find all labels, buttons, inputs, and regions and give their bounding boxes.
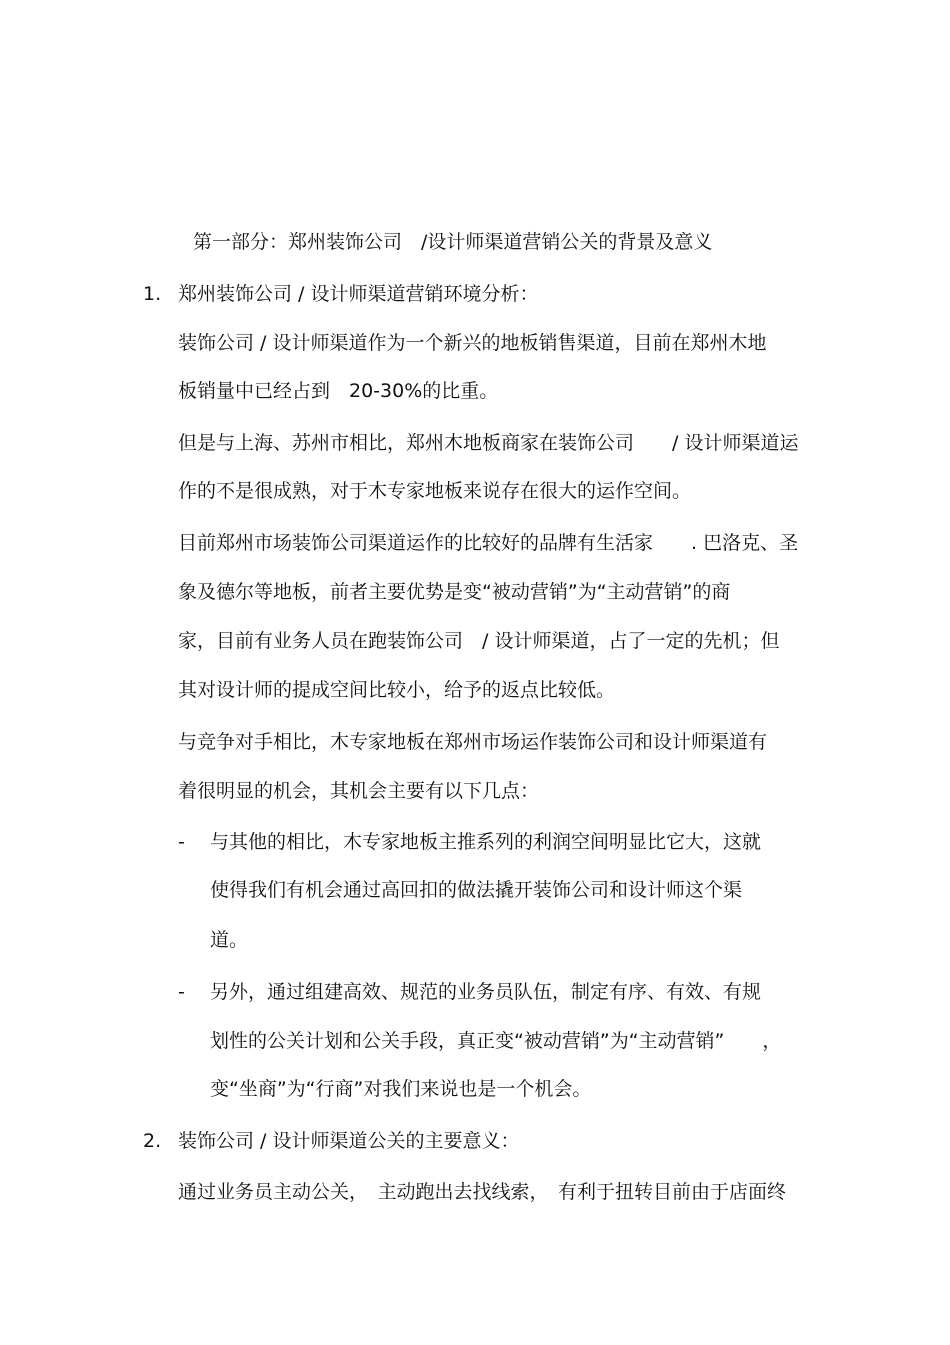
paragraph-line: 与竞争对手相比，木专家地板在郑州市场运作装饰公司和设计师渠道有 [178,731,768,753]
paragraph-line: 象及德尔等地板，前者主要优势是变“被动营销”为“主动营销”的商 [178,581,731,603]
bullet-line: 使得我们有机会通过高回扣的做法撬开装饰公司和设计师这个渠 [210,879,743,901]
paragraph-line: 作的不是很成熟，对于木专家地板来说存在很大的运作空间。 [178,480,692,502]
section-1-heading: 郑州装饰公司 / 设计师渠道营销环境分析： [178,283,539,305]
bullet-line: 划性的公关计划和公关手段，真正变“被动营销”为“主动营销” ， [210,1030,782,1052]
paragraph-line: 家，目前有业务人员在跑装饰公司 / 设计师渠道，占了一定的先机；但 [178,630,780,652]
page-title: 第一部分：郑州装饰公司 /设计师渠道营销公关的背景及意义 [193,231,713,253]
paragraph-line: 目前郑州市场装饰公司渠道运作的比较好的品牌有生活家 . 巴洛克、圣 [178,532,799,554]
bullet-line: 道。 [210,929,249,951]
section-2-number: 2. [143,1130,162,1152]
section-1-number: 1. [143,283,162,305]
bullet-dash: - [178,981,185,1003]
paragraph-line: 装饰公司 / 设计师渠道作为一个新兴的地板销售渠道，目前在郑州木地 [178,332,767,354]
paragraph-line: 但是与上海、苏州市相比，郑州木地板商家在装饰公司 / 设计师渠道运 [178,432,799,454]
bullet-line: 变“坐商”为“行商”对我们来说也是一个机会。 [210,1078,592,1100]
paragraph-line: 通过业务员主动公关， 主动跑出去找线索， 有利于扭转目前由于店面终 [178,1181,787,1203]
bullet-line: 与其他的相比，木专家地板主推系列的利润空间明显比它大，这就 [210,831,762,853]
paragraph-line: 板销量中已经占到 20-30%的比重。 [178,380,499,402]
paragraph-line: 其对设计师的提成空间比较小，给予的返点比较低。 [178,679,616,701]
paragraph-line: 着很明显的机会，其机会主要有以下几点： [178,780,540,802]
bullet-dash: - [178,831,185,853]
bullet-line: 另外，通过组建高效、规范的业务员队伍，制定有序、有效、有规 [210,981,762,1003]
section-2-heading: 装饰公司 / 设计师渠道公关的主要意义： [178,1130,520,1152]
